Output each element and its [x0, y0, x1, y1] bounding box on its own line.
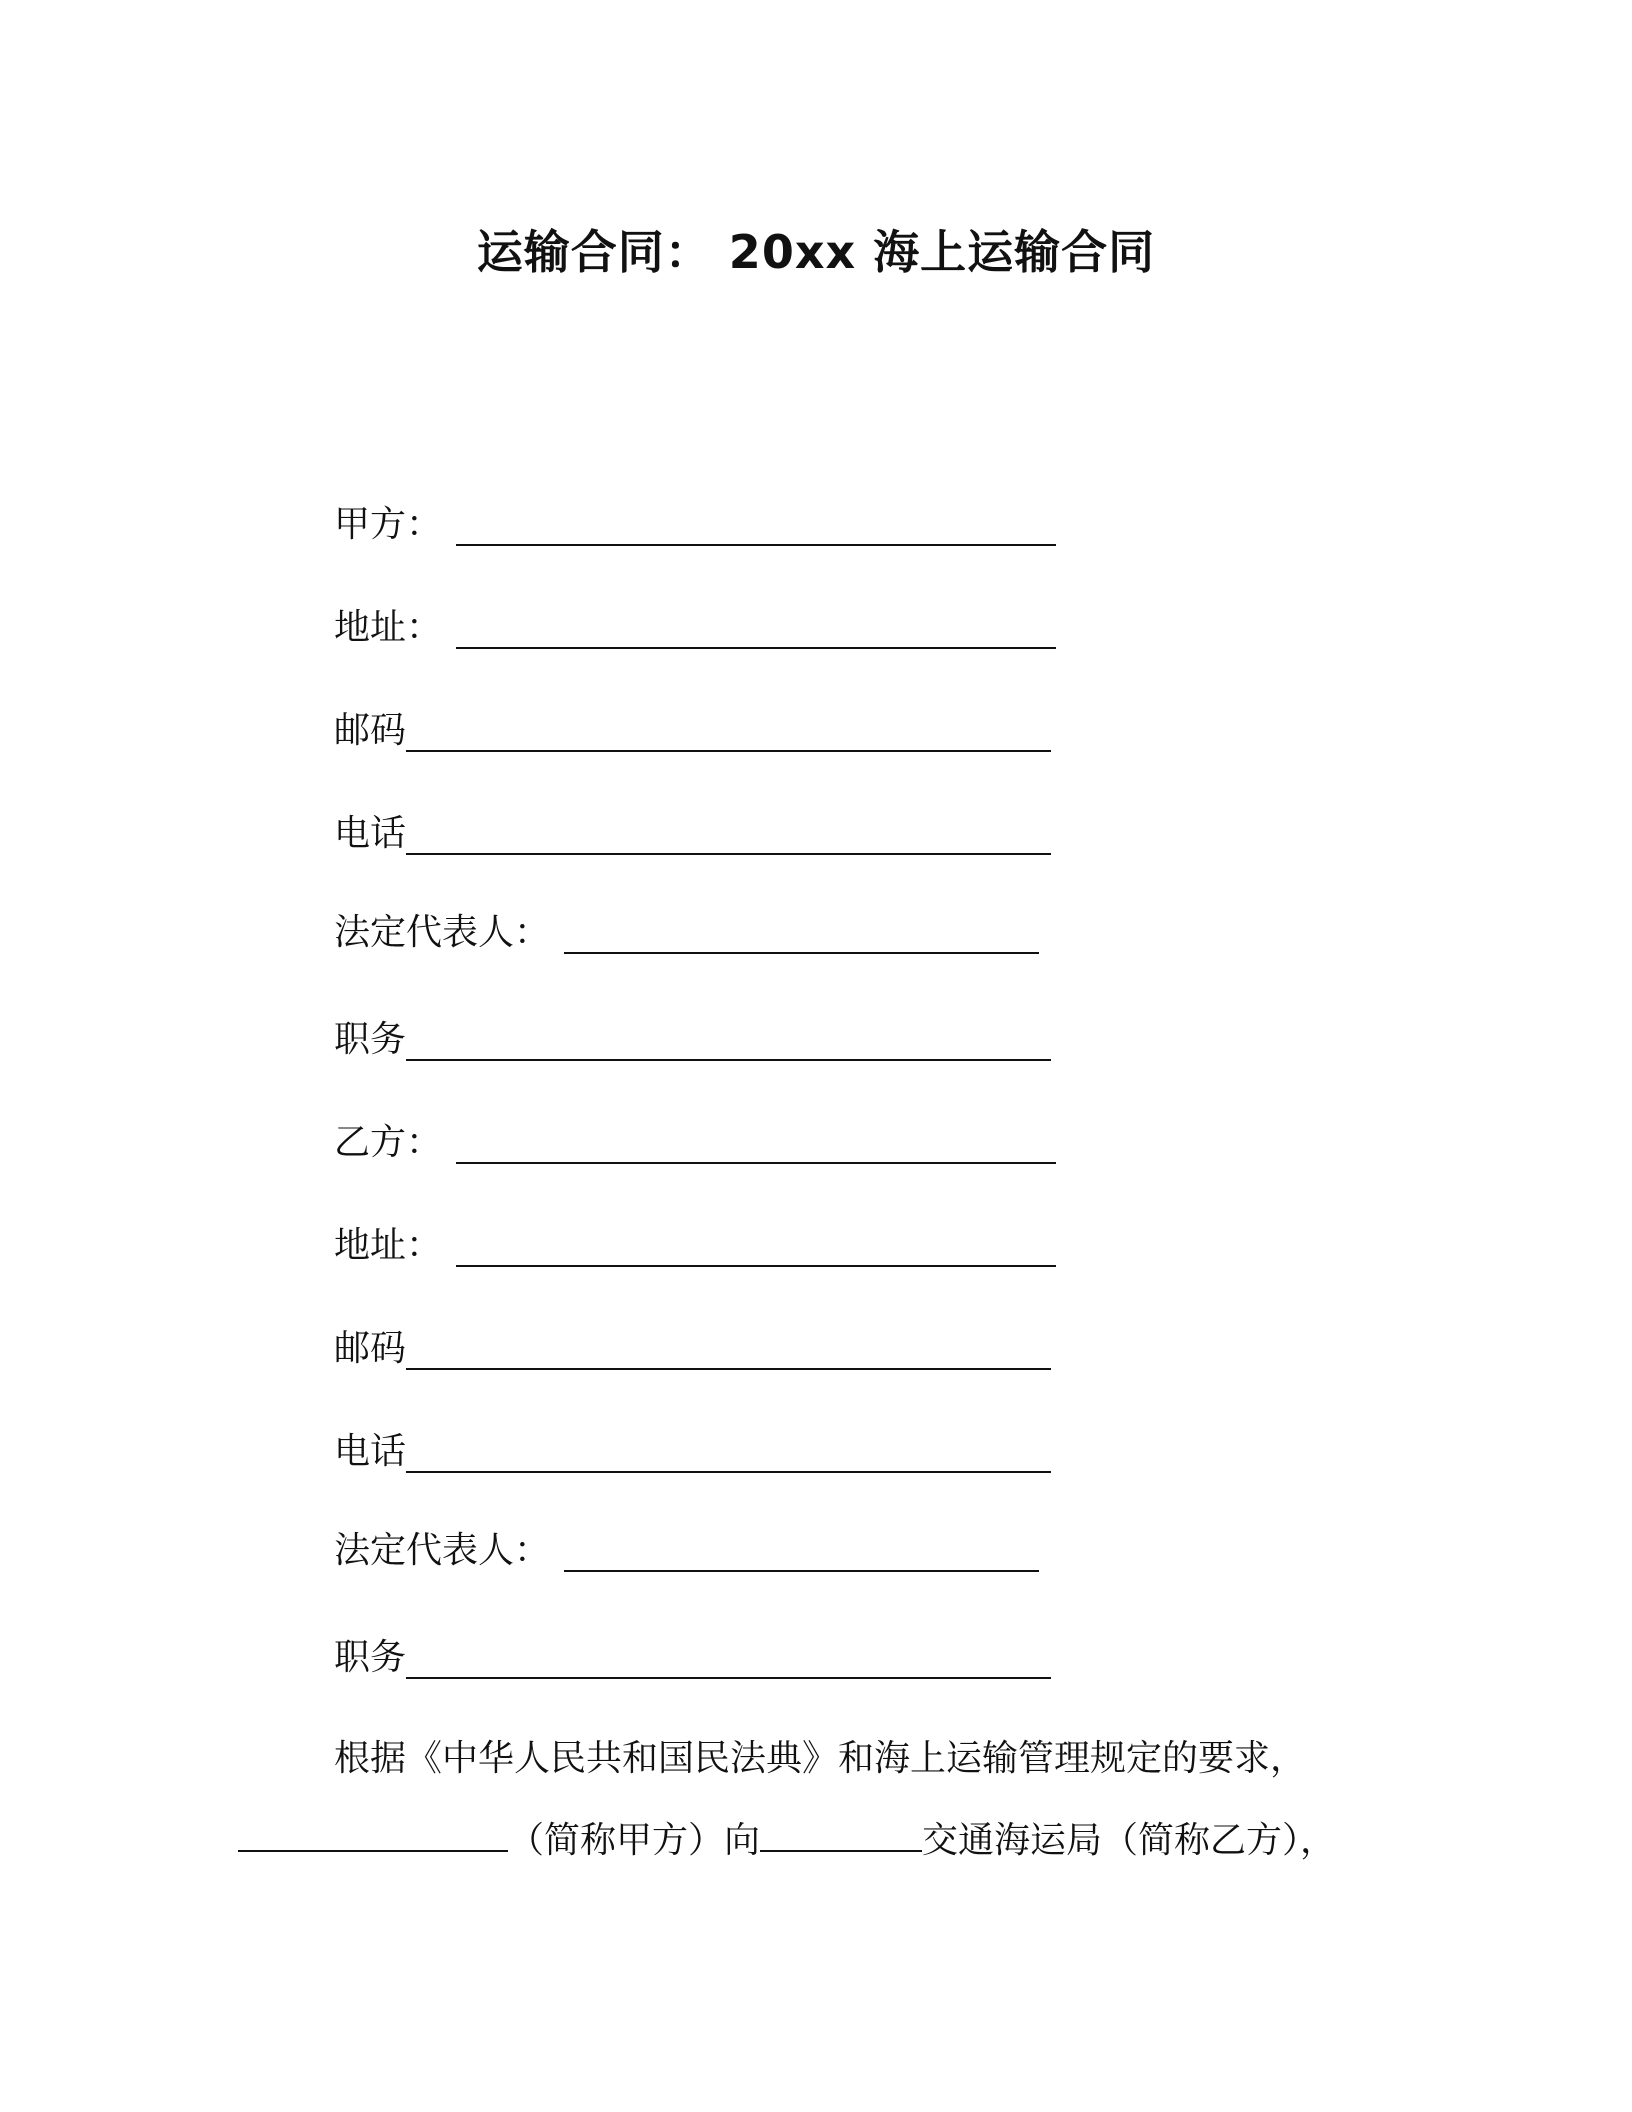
party-b-phone-row — [334, 1427, 1051, 1477]
party-a-address-row — [334, 603, 1056, 653]
location-blank[interactable] — [760, 1812, 922, 1852]
party-b-postcode-blank[interactable] — [406, 1328, 1051, 1370]
party-a-phone-row — [334, 809, 1051, 859]
party-b-address-label: 地址： — [334, 1225, 443, 1266]
party-a-position-row — [334, 1015, 1051, 1065]
party-b-legal-rep-label: 法定代表人： — [334, 1530, 551, 1571]
party-a-address-blank[interactable] — [456, 607, 1056, 649]
party-b-legal-rep-row — [334, 1526, 1039, 1576]
party-a-phone-blank[interactable] — [406, 813, 1051, 855]
party-a-company-blank[interactable] — [238, 1812, 508, 1852]
party-b-legal-rep-blank[interactable] — [564, 1530, 1039, 1572]
party-b-name-label: 乙方： — [334, 1122, 443, 1163]
party-b-position-label: 职务 — [334, 1637, 407, 1678]
party-a-legal-rep-label: 法定代表人： — [334, 912, 551, 953]
party-b-phone-blank[interactable] — [406, 1431, 1051, 1473]
party-a-position-blank[interactable] — [406, 1019, 1051, 1061]
party-a-legal-rep-blank[interactable] — [564, 912, 1039, 954]
party-b-phone-label: 电话 — [334, 1431, 407, 1472]
body-line2-seg1: （简称甲方）向 — [508, 1820, 761, 1861]
document-title: 运输合同： 20xx 海上运输合同 — [476, 225, 1156, 279]
party-a-position-label: 职务 — [334, 1019, 407, 1060]
party-a-name-blank[interactable] — [456, 504, 1056, 546]
party-b-name-blank[interactable] — [456, 1122, 1056, 1164]
party-a-name-label: 甲方： — [334, 504, 443, 545]
body-paragraph-line-2 — [238, 1812, 1336, 1866]
party-b-address-blank[interactable] — [456, 1225, 1056, 1267]
party-b-address-row — [334, 1221, 1056, 1271]
party-a-address-label: 地址： — [334, 607, 443, 648]
party-a-name-row — [334, 500, 1056, 550]
body-line2-seg2: 交通海运局（简称乙方）， — [922, 1820, 1337, 1861]
party-a-postcode-label: 邮码 — [334, 710, 407, 751]
party-a-postcode-blank[interactable] — [406, 710, 1051, 752]
party-b-postcode-row — [334, 1324, 1051, 1374]
party-b-position-row — [334, 1633, 1051, 1683]
body-paragraph-line-1: 根据《中华人民共和国民法典》和海上运输管理规定的要求， — [334, 1738, 1307, 1779]
party-a-phone-label: 电话 — [334, 813, 407, 854]
party-a-postcode-row — [334, 706, 1051, 756]
party-b-position-blank[interactable] — [406, 1637, 1051, 1679]
party-b-postcode-label: 邮码 — [334, 1328, 407, 1369]
party-b-name-row — [334, 1118, 1056, 1168]
party-a-legal-rep-row — [334, 908, 1039, 958]
